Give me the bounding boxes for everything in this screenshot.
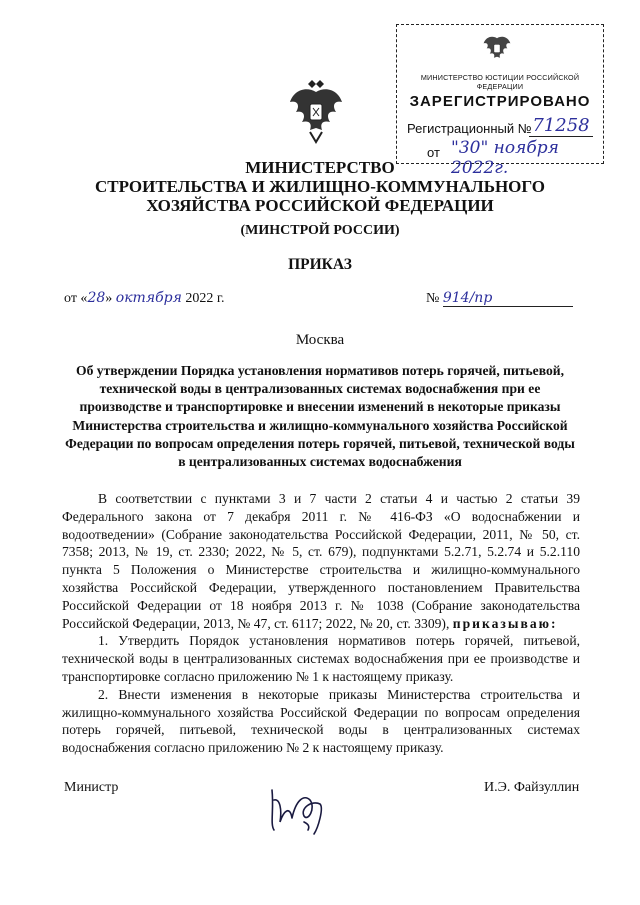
handwritten-signature-icon bbox=[264, 770, 330, 840]
order-date bbox=[64, 290, 225, 307]
order-date-month: октября bbox=[115, 290, 182, 306]
russian-coat-of-arms-icon bbox=[286, 78, 346, 148]
order-word: приказываю: bbox=[452, 615, 558, 631]
stamp-number-value: 71258 bbox=[529, 115, 593, 137]
ministry-line-3: ХОЗЯЙСТВА РОССИЙСКОЙ ФЕДЕРАЦИИ bbox=[146, 196, 494, 215]
signatory-name: И.Э. Файзуллин bbox=[484, 780, 580, 795]
body-item-1: 1. Утвердить Порядок установления нормативов потерь горячей, питьевой, технической воды в централизованных системах водоснабжения при ее производстве и транспортировке согласно приложению № 1 к настоящему приказу. bbox=[62, 633, 580, 684]
stamp-emblem-icon bbox=[481, 31, 513, 67]
order-date-prefix: от « bbox=[64, 291, 88, 306]
body-intro-paragraph bbox=[62, 490, 580, 632]
order-number-value: 914/пр bbox=[443, 290, 573, 307]
stamp-status: ЗАРЕГИСТРИРОВАНО bbox=[409, 93, 591, 110]
order-date-year: 2022 г. bbox=[181, 291, 225, 306]
order-number bbox=[426, 290, 573, 307]
ministry-line-1: МИНИСТЕРСТВО bbox=[245, 158, 395, 177]
registration-stamp bbox=[396, 24, 604, 178]
stamp-number-label: Регистрационный № bbox=[407, 121, 532, 136]
stamp-date-value: "30" ноября 2022г. bbox=[451, 138, 559, 178]
order-number-prefix: № bbox=[426, 291, 443, 306]
signatory-role: Министр bbox=[64, 780, 119, 795]
document-type: ПРИКАЗ bbox=[288, 256, 352, 273]
ministry-line-2: СТРОИТЕЛЬСТВА И ЖИЛИЩНО-КОММУНАЛЬНОГО bbox=[94, 177, 546, 196]
order-date-day: 28 bbox=[87, 290, 106, 306]
city: Москва bbox=[295, 332, 345, 348]
document-title: Об утверждении Порядка установления нормативов потерь горячей, питьевой, технической воды в централизованных системах водоснабжения при ее производстве и транспортировке и внесении изменений в некоторые приказы Министерства строительства и жилищно-коммунального хозяйства Российской Федерации по вопросам определения потерь горячей, питьевой, технической воды в централизованных системах водоснабжения bbox=[65, 363, 575, 470]
document-body bbox=[62, 490, 580, 757]
body-intro: В соответствии с пунктами 3 и 7 части 2 статьи 4 и частью 2 статьи 39 Федерального закона от 7 декабря 2011 г. № 416-ФЗ «О водоснабжении и водоотведении» (Собрание законодательства Российской Федерации, 2011, № 50, ст. 7358; 2013, № 19, ст. 2330; 2022, № 5, ст. 679), подпунктами 5.2.71, 5.2.74 и 5.2.110 пункта 5 Положения о Министерстве строительства и жилищно-коммунального хозяйства Российской Федерации, утвержденного постановлением Правительства Российской Федерации от 18 ноября 2013 г. № 1038 (Собрание законодательства Российской Федерации, 2013, № 47, ст. 6117; 2022, № 20, ст. 3309), bbox=[62, 491, 580, 631]
body-item-2: 2. Внести изменения в некоторые приказы Министерства строительства и жилищно-коммунального хозяйства Российской Федерации по вопросам определения потерь горячей, питьевой, технической воды в централизованных системах водоснабжения согласно приложению № 2 к настоящему приказу. bbox=[62, 686, 580, 756]
stamp-date-prefix: от bbox=[427, 145, 440, 160]
ministry-short-name: (МИНСТРОЙ РОССИИ) bbox=[240, 223, 400, 238]
order-date-mid: » bbox=[105, 291, 116, 306]
stamp-ministry: МИНИСТЕРСТВО ЮСТИЦИИ РОССИЙСКОЙ ФЕДЕРАЦИИ bbox=[420, 73, 580, 91]
